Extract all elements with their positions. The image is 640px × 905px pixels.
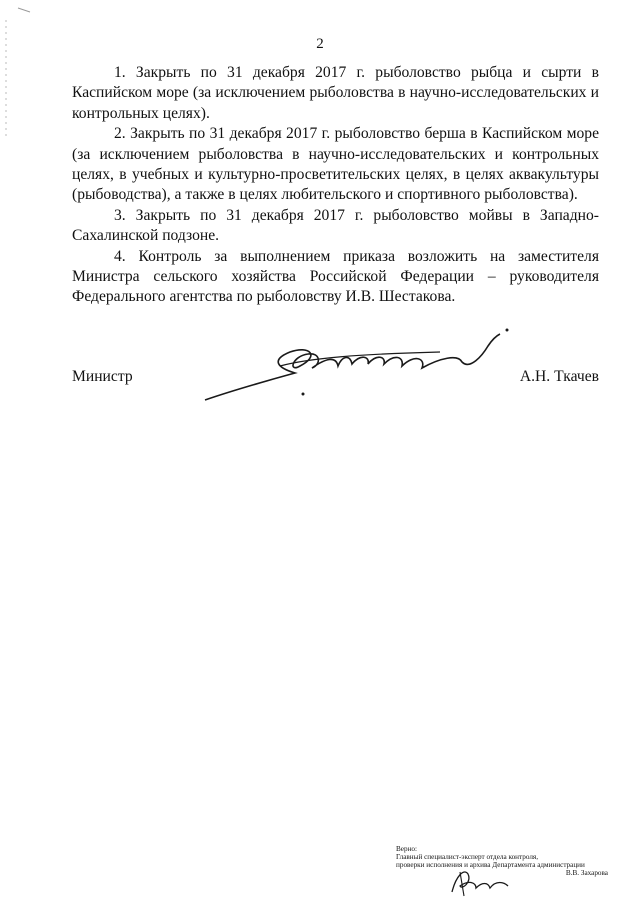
paragraph-2: 2. Закрыть по 31 декабря 2017 г. рыболовство берша в Каспийском море (за исключением рыболовства в научно-исследовательских и контрольных целях, в учебных и культурно-просветительских целях, в целях аквакультуры (рыбоводства), а также в целях любительского и спортивного рыболовства). [72,125,599,204]
order-body [72,63,599,308]
certification-name: В.В. Захарова [565,869,608,877]
signature-row [72,368,599,390]
minister-signature [200,318,520,408]
scan-edge-marks [0,0,40,905]
page-number: 2 [316,36,324,52]
paragraph-3: 3. Закрыть по 31 декабря 2017 г. рыболовство мойвы в Западно-Сахалинской подзоне. [72,206,599,245]
paragraph-4: 4. Контроль за выполнением приказа возложить на заместителя Министра сельского хозяйства Российской Федерации – руководителя Федерального агентства по рыболовству И.В. Шестакова. [72,247,599,306]
signer-title: Министр [72,368,133,385]
certification-signature [446,862,516,898]
certification-verified: Верно: [396,845,418,853]
certification-position-line-1: Главный специалист-эксперт отдела контроля, [396,853,539,861]
signer-name: А.Н. Ткачев [519,368,599,385]
certification-position-line-2: проверки исполнения и архива Департамента администрации [396,861,585,869]
paragraph-1: 1. Закрыть по 31 декабря 2017 г. рыболовство рыбца и сырти в Каспийском море (за исключением рыболовства в научно-исследовательских и контрольных целях). [72,64,599,122]
